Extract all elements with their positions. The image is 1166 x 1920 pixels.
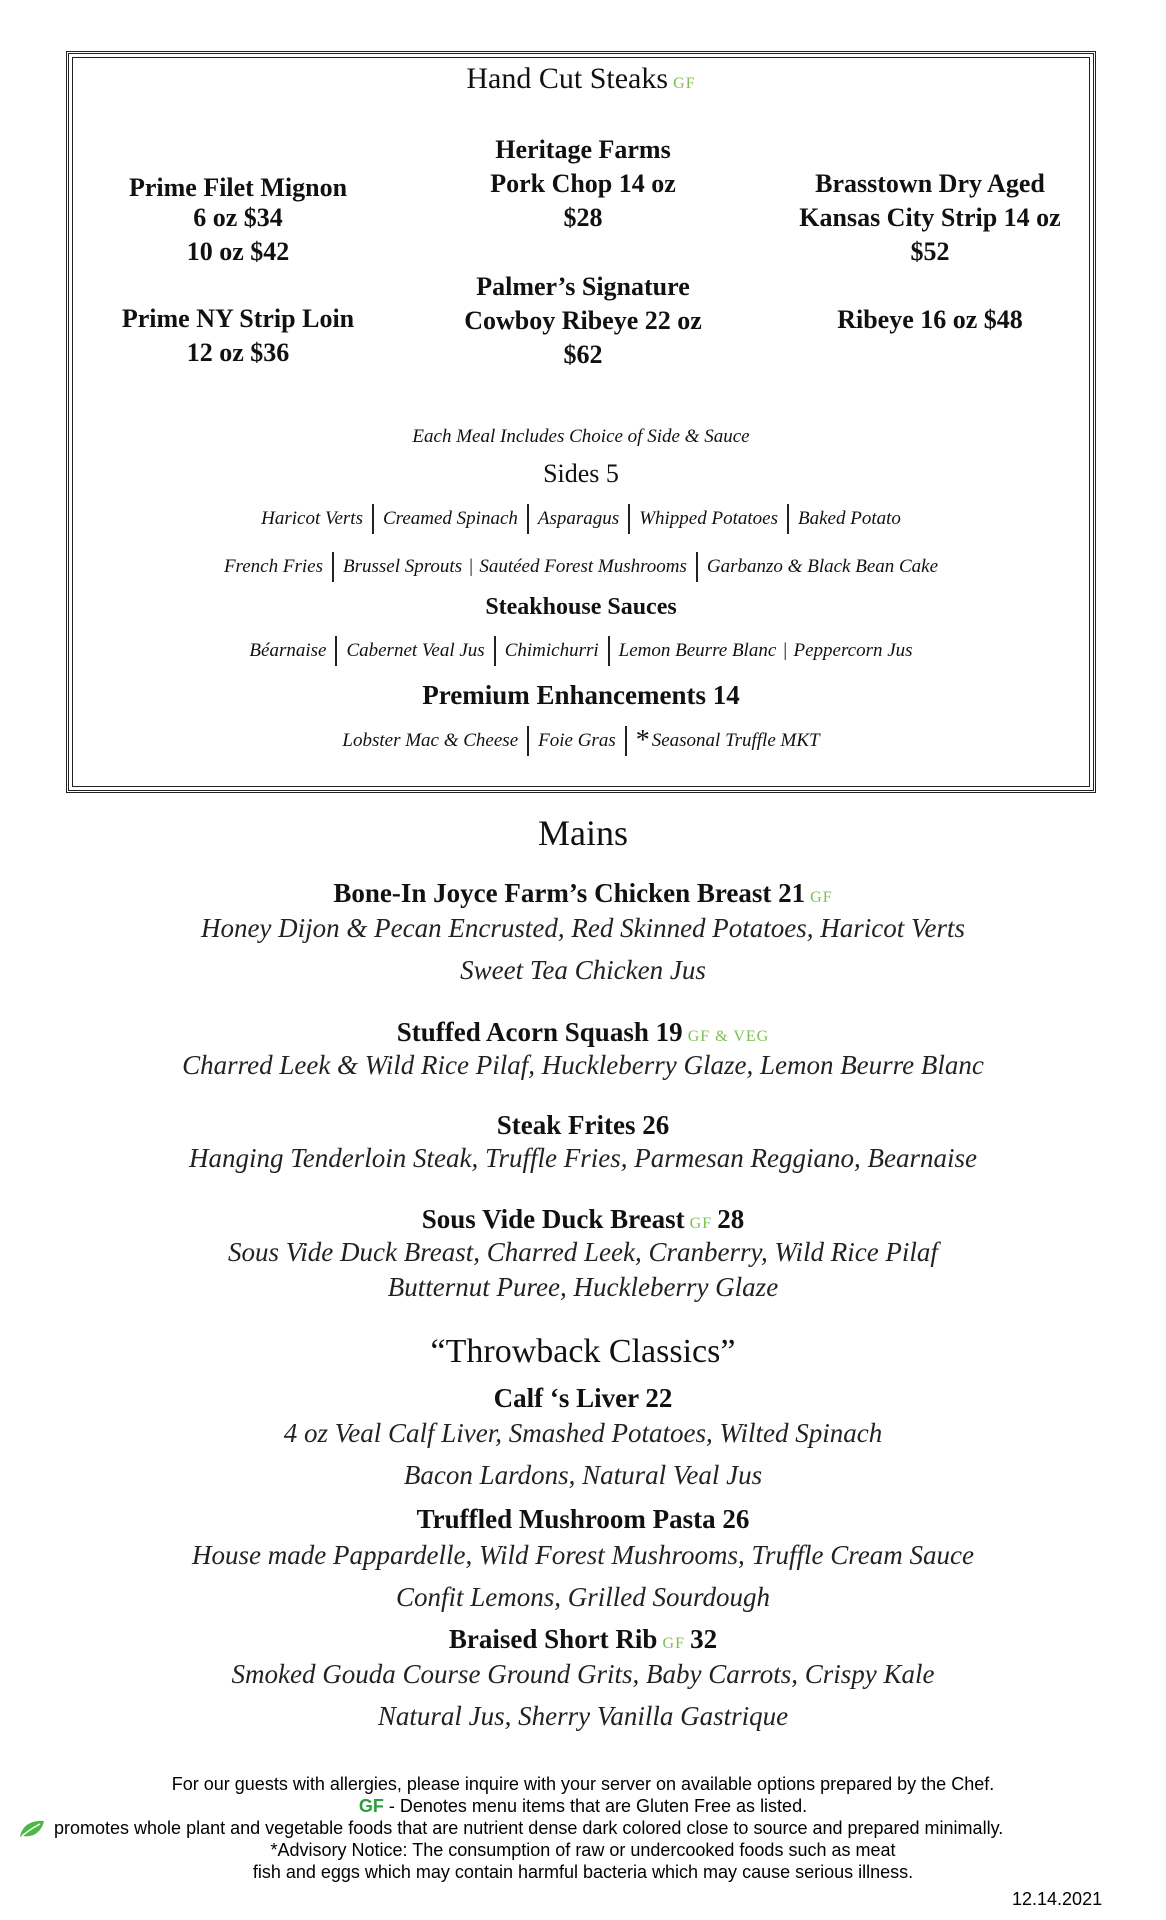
divider <box>372 504 374 534</box>
gf-tag: GF <box>673 75 696 92</box>
steaks-title <box>66 62 1096 96</box>
gf-tag: GF <box>689 1215 713 1232</box>
liver-name: Calf ‘s Liver 22 <box>493 1383 673 1413</box>
side-brussel-sprouts: Brussel Sprouts <box>342 556 463 577</box>
filet-name: Prime Filet Mignon <box>128 173 348 202</box>
includes-note: Each Meal Includes Choice of Side & Sauce <box>412 426 750 447</box>
gf-veg-tag: GF & VEG <box>687 1028 770 1045</box>
steak-ny-strip <box>88 302 388 370</box>
duck-desc-1: Sous Vide Duck Breast, Charred Leek, Cranberry, Wild Rice Pilaf <box>228 1237 938 1267</box>
divider <box>696 552 698 582</box>
steak-kc-strip <box>780 167 1080 269</box>
pasta-desc-2: Confit Lemons, Grilled Sourdough <box>395 1582 771 1612</box>
rib-desc-2: Natural Jus, Sherry Vanilla Gastrique <box>377 1701 789 1731</box>
steaks-title-text: Hand Cut Steaks <box>466 62 669 95</box>
classics-title: “Throwback Classics” <box>430 1333 736 1370</box>
dish-short-rib <box>0 1624 1166 1655</box>
kc-line1: Brasstown Dry Aged <box>815 169 1045 198</box>
menu-date: 12.14.2021 <box>1012 1889 1103 1909</box>
ribeye16-text: Ribeye 16 oz $48 <box>837 305 1023 334</box>
frites-name: Steak Frites 26 <box>496 1110 670 1140</box>
sauces-row <box>66 635 1096 667</box>
cowboy-price: $62 <box>563 340 603 369</box>
kc-line2: Kansas City Strip 14 oz <box>799 203 1061 232</box>
liver-desc-2: Bacon Lardons, Natural Veal Jus <box>403 1460 763 1490</box>
pasta-name: Truffled Mushroom Pasta 26 <box>416 1504 750 1534</box>
dish-squash <box>0 1017 1166 1048</box>
side-asparagus: Asparagus <box>537 508 620 529</box>
ny-strip-name: Prime NY Strip Loin <box>121 304 355 333</box>
sauce-cabernet-veal-jus: Cabernet Veal Jus <box>346 640 485 661</box>
steak-pork-chop <box>433 133 733 235</box>
sauce-bearnaise: Béarnaise <box>249 640 327 661</box>
divider-pipe: | <box>468 556 474 577</box>
enhancements-row <box>66 725 1096 757</box>
side-french-fries: French Fries <box>223 556 323 577</box>
divider <box>335 636 337 666</box>
pork-line1: Heritage Farms <box>495 135 671 164</box>
chicken-desc-1: Honey Dijon & Pecan Encrusted, Red Skinned Potatoes, Haricot Verts <box>200 913 966 943</box>
gf-tag: GF <box>810 889 833 906</box>
divider <box>527 726 529 756</box>
pork-line2: Pork Chop 14 oz <box>490 169 676 198</box>
rib-desc-1: Smoked Gouda Course Ground Grits, Baby Carrots, Crispy Kale <box>231 1659 935 1689</box>
side-garbanzo-cake: Garbanzo & Black Bean Cake <box>706 556 939 577</box>
divider <box>332 552 334 582</box>
leaf-icon <box>18 1819 46 1839</box>
sides-row-2 <box>66 551 1096 583</box>
pork-price: $28 <box>563 203 603 232</box>
divider <box>628 504 630 534</box>
cowboy-line1: Palmer’s Signature <box>476 272 690 301</box>
squash-desc: Charred Leek & Wild Rice Pilaf, Huckleberry Glaze, Lemon Beurre Blanc <box>182 1050 984 1080</box>
gf-legend-label: GF <box>358 1796 384 1816</box>
side-haricot-verts: Haricot Verts <box>261 508 363 529</box>
gf-legend-text: - Denotes menu items that are Gluten Free as listed. <box>383 1796 808 1816</box>
sauce-chimichurri: Chimichurri <box>504 640 599 661</box>
dish-calf-liver <box>0 1383 1166 1414</box>
duck-price: 28 <box>717 1204 745 1234</box>
rib-price: 32 <box>690 1624 718 1654</box>
rib-name: Braised Short Rib <box>448 1624 658 1654</box>
divider-pipe: | <box>782 640 788 661</box>
cowboy-line2: Cowboy Ribeye 22 oz <box>464 306 702 335</box>
chicken-name: Bone-In Joyce Farm’s Chicken Breast 21 <box>333 878 806 908</box>
leaf-legend-text: promotes whole plant and vegetable foods that are nutrient dense dark colored close to source and prepared minimally. <box>54 1818 1004 1838</box>
duck-name: Sous Vide Duck Breast <box>421 1204 685 1234</box>
gf-legend <box>0 1796 1166 1817</box>
sides-row-1 <box>66 503 1096 535</box>
frites-desc: Hanging Tenderloin Steak, Truffle Fries, Parmesan Reggiano, Bearnaise <box>189 1143 977 1173</box>
allergy-note: For our guests with allergies, please inquire with your server on available options prepared by the Chef. <box>171 1774 995 1794</box>
leaf-legend <box>18 1818 1166 1839</box>
enhancements-title: Premium Enhancements 14 <box>422 680 740 710</box>
sauces-title: Steakhouse Sauces <box>485 594 677 620</box>
filet-6oz-price: 6 oz $34 <box>193 203 283 232</box>
divider <box>625 726 627 756</box>
enh-seasonal-truffle: Seasonal Truffle MKT <box>651 730 820 751</box>
side-sauteed-mushrooms: Sautéed Forest Mushrooms <box>479 556 687 577</box>
enh-foie-gras: Foie Gras <box>538 730 616 751</box>
dish-mushroom-pasta <box>0 1504 1166 1535</box>
gf-tag: GF <box>662 1635 685 1652</box>
asterisk-mark: * <box>635 725 650 756</box>
mains-title: Mains <box>538 813 628 853</box>
kc-price: $52 <box>910 237 950 266</box>
steak-ribeye-16 <box>780 303 1080 337</box>
dish-duck <box>0 1204 1166 1235</box>
filet-10oz-price: 10 oz $42 <box>186 237 290 266</box>
sauce-peppercorn-jus: Peppercorn Jus <box>793 640 913 661</box>
liver-desc-1: 4 oz Veal Calf Liver, Smashed Potatoes, Wilted Spinach <box>283 1418 883 1448</box>
dish-chicken <box>0 878 1166 909</box>
divider <box>527 504 529 534</box>
sides-title: Sides 5 <box>543 459 619 488</box>
enh-lobster-mac: Lobster Mac & Cheese <box>342 730 519 751</box>
side-creamed-spinach: Creamed Spinach <box>382 508 518 529</box>
advisory-2: fish and eggs which may contain harmful bacteria which may cause serious illness. <box>252 1862 914 1882</box>
steak-cowboy-ribeye <box>433 270 733 372</box>
chicken-desc-2: Sweet Tea Chicken Jus <box>460 955 706 985</box>
steak-filet <box>88 171 388 269</box>
divider <box>494 636 496 666</box>
squash-name: Stuffed Acorn Squash 19 <box>396 1017 683 1047</box>
divider <box>608 636 610 666</box>
advisory-1: *Advisory Notice: The consumption of raw or undercooked foods such as meat <box>270 1840 896 1860</box>
side-whipped-potatoes: Whipped Potatoes <box>639 508 778 529</box>
ny-strip-price: 12 oz $36 <box>186 338 290 367</box>
pasta-desc-1: House made Pappardelle, Wild Forest Mushrooms, Truffle Cream Sauce <box>192 1540 974 1570</box>
divider <box>787 504 789 534</box>
duck-desc-2: Butternut Puree, Huckleberry Glaze <box>387 1272 779 1302</box>
sauce-lemon-beurre-blanc: Lemon Beurre Blanc <box>618 640 777 661</box>
dish-steak-frites <box>0 1110 1166 1141</box>
side-baked-potato: Baked Potato <box>797 508 901 529</box>
